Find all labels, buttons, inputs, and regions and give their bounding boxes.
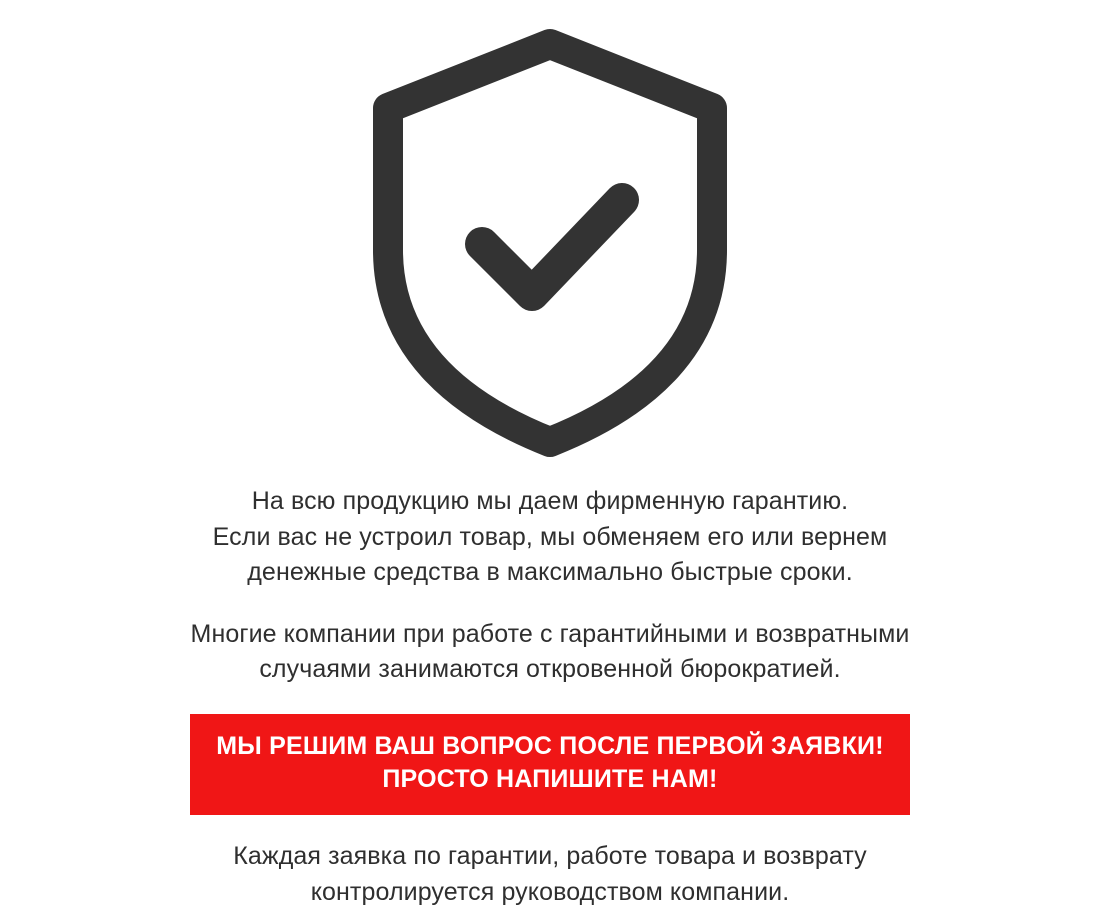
call-to-action-banner — [190, 714, 910, 816]
banner-holder — [120, 688, 980, 816]
paragraph-2 — [120, 617, 980, 688]
paragraph-1-line-1: На всю продукцию мы даем фирменную гарантию. — [120, 484, 980, 520]
paragraph-1-line-3: денежные средства в максимально быстрые сроки. — [120, 555, 980, 591]
paragraph-3-line-1: Каждая заявка по гарантии, работе товара и возврату — [120, 839, 980, 875]
shield-check-icon — [340, 22, 760, 462]
paragraph-2-line-1: Многие компании при работе с гарантийными и возвратными — [120, 617, 980, 653]
guarantee-text-block — [120, 484, 980, 910]
banner-line-1: МЫ РЕШИМ ВАШ ВОПРОС ПОСЛЕ ПЕРВОЙ ЗАЯВКИ! — [200, 730, 900, 764]
paragraph-2-line-2: случаями занимаются откровенной бюрократией. — [120, 652, 980, 688]
paragraph-3 — [120, 839, 980, 910]
banner-line-2: ПРОСТО НАПИШИТЕ НАМ! — [200, 763, 900, 797]
paragraph-3-line-2: контролируется руководством компании. — [120, 875, 980, 910]
paragraph-1-line-2: Если вас не устроил товар, мы обменяем его или вернем — [120, 520, 980, 556]
paragraph-1 — [120, 484, 980, 591]
